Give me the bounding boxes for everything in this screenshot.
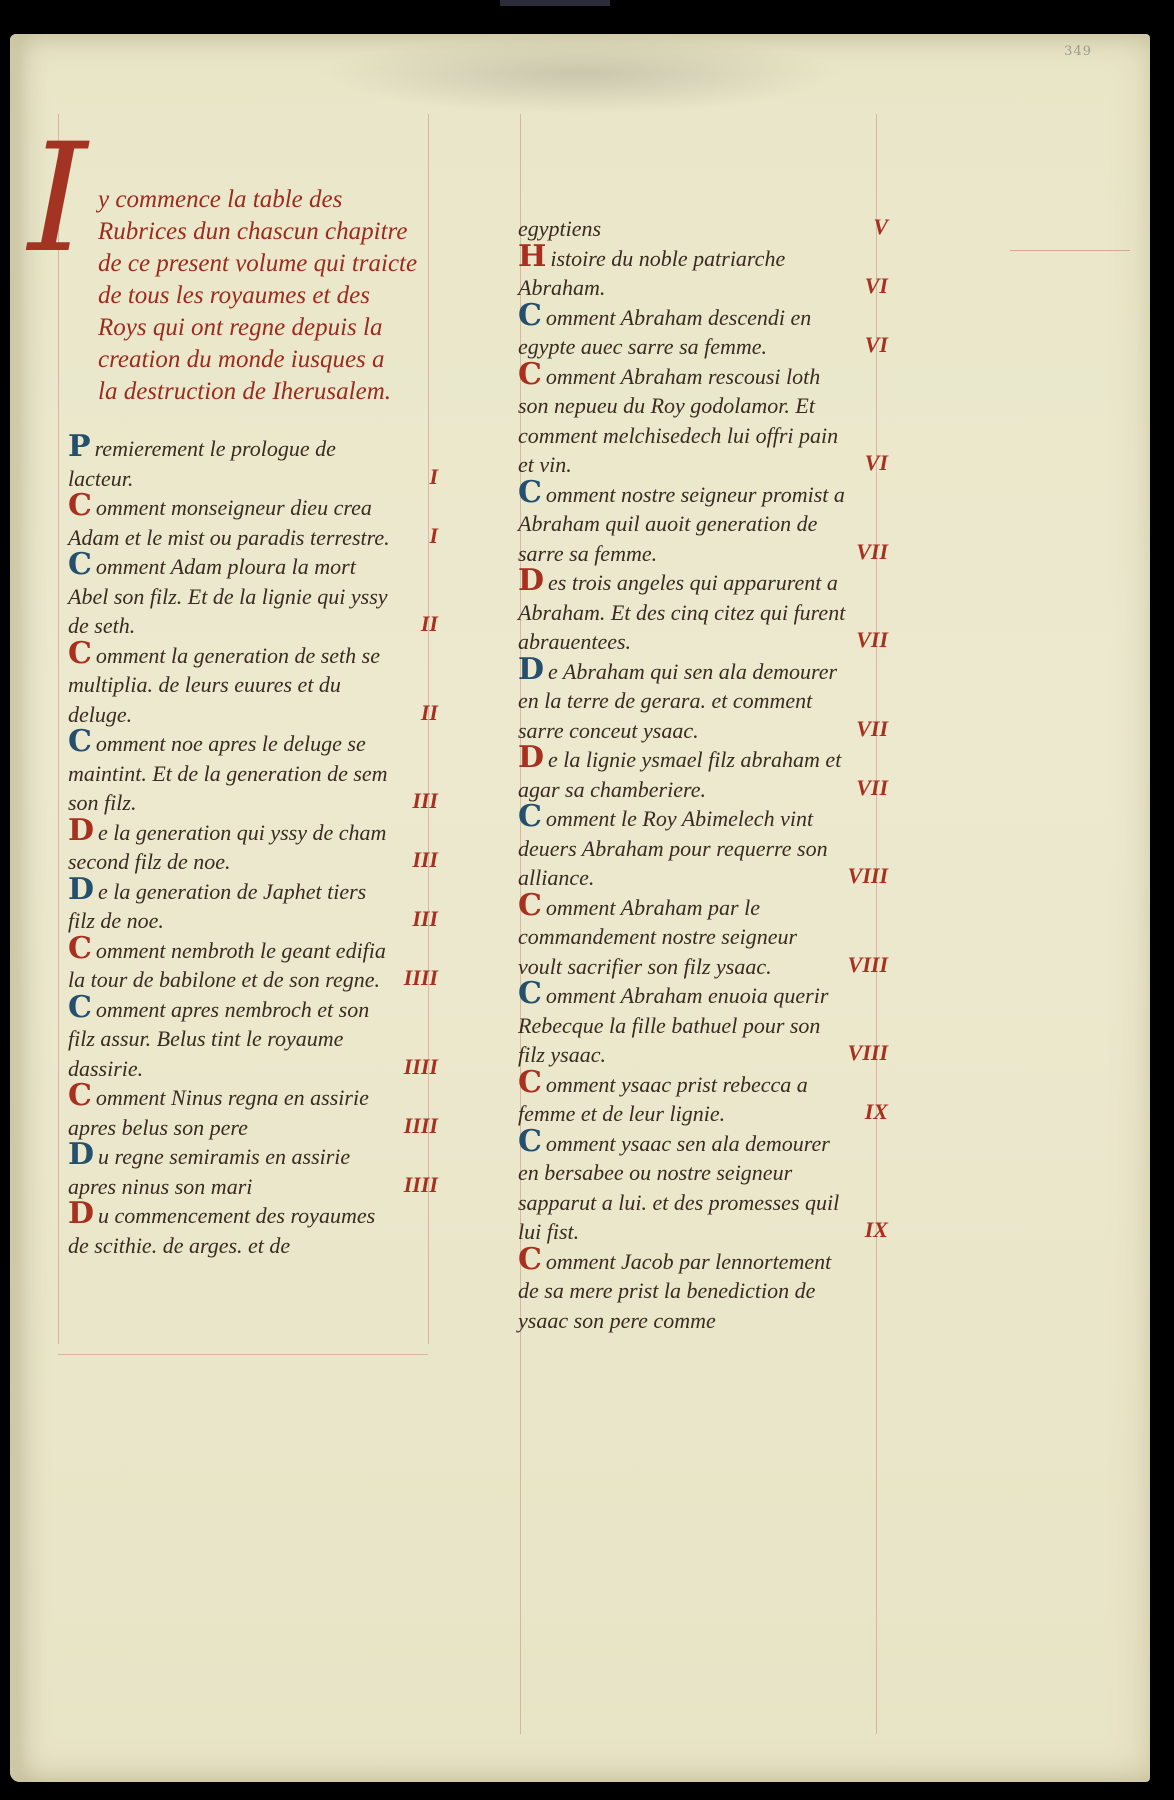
- rubric-initial: D: [68, 1196, 95, 1231]
- table-entry: [518, 214, 888, 244]
- rubric-initial: C: [518, 297, 542, 333]
- title-line: la destruction de Iherusalem.: [98, 378, 392, 405]
- table-entry: [68, 930, 438, 995]
- folio-numeral: IIII: [403, 1112, 438, 1138]
- folio-numeral: II: [420, 611, 438, 636]
- folio-numeral: I: [429, 463, 438, 489]
- entry-text: omment Adam ploura la mort Abel son filz. Et de la lignie qui yssy de seth.: [68, 554, 388, 638]
- rubric-initial: C: [518, 976, 542, 1011]
- folio-numeral: V: [873, 214, 888, 239]
- entry-text: omment Jacob par lennortement de sa mere prist la benediction de ysaac son pere comme: [518, 1248, 832, 1333]
- entry-text: omment le Roy Abimelech vint deuers Abraham pour requerre son alliance.: [518, 806, 828, 890]
- folio-numeral: VII: [856, 538, 888, 564]
- title-line: de tous les royaumes et des: [98, 282, 370, 309]
- rubric-initial: D: [518, 740, 545, 775]
- rubric-initial: C: [518, 1241, 542, 1277]
- table-entry: [518, 297, 888, 362]
- entry-text: e la lignie ysmael filz abraham et agar sa chamberiere.: [518, 747, 842, 802]
- entry-text: e la generation de Japhet tiers filz de noe.: [68, 878, 367, 933]
- rubric-initial: D: [68, 871, 95, 907]
- folio-numeral: VIII: [847, 1040, 888, 1065]
- table-entry: [518, 651, 888, 746]
- entry-text: omment Abraham descendi en egypte auec sarre sa femme.: [518, 304, 812, 359]
- table-entry: [518, 976, 888, 1070]
- decorated-initial: I: [28, 112, 88, 286]
- title-line: creation du monde iusques a: [98, 346, 385, 373]
- parchment-stain: [320, 34, 840, 114]
- rubric-initial: C: [68, 724, 92, 759]
- folio-numeral: III: [412, 847, 438, 872]
- rubric-initial: C: [68, 635, 92, 671]
- table-entry: [68, 429, 438, 493]
- table-entry: [518, 356, 888, 480]
- entry-text: omment Abraham rescousi loth son nepueu du Roy godolamor. Et comment melchisedech lui offri pain et vin.: [518, 363, 839, 477]
- folio-numeral: II: [420, 699, 438, 725]
- folio-numeral: IIII: [403, 1053, 438, 1079]
- entry-text: omment nostre seigneur promist a Abraham quil auoit generation de sarre sa femme.: [518, 481, 845, 566]
- entry-text: egyptiens: [518, 216, 602, 241]
- folio-numeral: I: [429, 522, 438, 548]
- folio-numeral: IX: [864, 1099, 888, 1124]
- rubric-initial: C: [518, 887, 542, 923]
- table-entry: [518, 1241, 888, 1336]
- folio-numeral: IIII: [403, 1171, 438, 1197]
- entry-text: omment Ninus regna en assirie apres belus son pere: [68, 1085, 369, 1140]
- table-entry: [68, 724, 438, 818]
- marginal-rule: [1010, 250, 1130, 251]
- table-entry: [68, 1078, 438, 1142]
- entry-text: omment la generation de seth se multiplia. de leurs euures et du deluge.: [68, 642, 380, 727]
- rubric-initial: D: [518, 563, 545, 598]
- gutter-edge: [10, 34, 24, 1782]
- entry-text: u commencement des royaumes de scithie. de arges. et de: [68, 1203, 376, 1258]
- right-column: [518, 214, 888, 1335]
- folio-numeral: VI: [864, 332, 888, 357]
- entry-text: remierement le prologue de lacteur.: [68, 436, 336, 491]
- folio-numeral: VIII: [847, 863, 888, 888]
- folio-numeral: III: [412, 906, 438, 931]
- table-entry: [68, 488, 438, 552]
- rubric-initial: C: [68, 488, 92, 523]
- entry-text: omment noe apres le deluge se maintint. Et de la generation de sem son filz.: [68, 731, 388, 815]
- table-entry: [518, 799, 888, 893]
- entry-text: omment monseigneur dieu crea Adam et le mist ou paradis terrestre.: [68, 495, 390, 550]
- rubric-initial: D: [68, 1137, 95, 1172]
- folio-numeral: IIII: [403, 965, 438, 990]
- rubric-initial: C: [68, 1078, 92, 1113]
- table-entry: [518, 1064, 888, 1129]
- entry-text: omment Abraham par le commandement nostre seigneur voult sacrifier son filz ysaac.: [518, 894, 798, 979]
- entry-text: e la generation qui yssy de cham second filz de noe.: [68, 819, 387, 874]
- rubric-initial: P: [68, 429, 91, 464]
- entry-text: u regne semiramis en assirie apres ninus son mari: [68, 1144, 351, 1199]
- table-entry: [518, 740, 888, 804]
- folio-numeral: VIII: [847, 951, 888, 977]
- rubric-initial: D: [518, 651, 545, 687]
- right-entries: [518, 214, 888, 1335]
- entry-text: istoire du noble patriarche Abraham.: [518, 245, 786, 300]
- table-entry: [518, 474, 888, 569]
- rubric-initial: H: [518, 238, 547, 274]
- folio-numeral: VII: [856, 774, 888, 800]
- title-line: y commence la table des: [98, 186, 343, 213]
- table-entry: [68, 1196, 438, 1260]
- rubric-title: [28, 112, 438, 408]
- top-bar-fragment: [500, 0, 610, 6]
- table-entry: [518, 563, 888, 657]
- entry-text: omment nembroth le geant edifia la tour de babilone et de son regne.: [68, 937, 386, 992]
- rubric-initial: C: [68, 930, 92, 966]
- title-line: de ce present volume qui traicte: [98, 250, 418, 277]
- rubric-initial: C: [518, 1064, 542, 1100]
- rubric-initial: C: [518, 1123, 542, 1159]
- table-entry: [518, 238, 888, 303]
- manuscript-folio: [10, 34, 1150, 1782]
- table-entry: [68, 871, 438, 936]
- entry-text: es trois angeles qui apparurent a Abraham. Et des cinq citez qui furent abrauentees.: [518, 570, 846, 654]
- folio-numeral: VI: [864, 273, 888, 298]
- entry-text: omment ysaac sen ala demourer en bersabee ou nostre seigneur sapparut a lui. et des promesses quil lui fist.: [518, 1130, 840, 1244]
- table-entry: [68, 989, 438, 1084]
- folio-number: 349: [1064, 44, 1092, 59]
- rubric-initial: D: [68, 812, 95, 848]
- ruling-line: [58, 1354, 428, 1355]
- entry-text: omment Abraham enuoia querir Rebecque la fille bathuel pour son filz ysaac.: [518, 983, 829, 1067]
- entry-text: e Abraham qui sen ala demourer en la terre de gerara. et comment sarre conceut ysaac.: [518, 658, 838, 743]
- left-column: [28, 112, 438, 1260]
- title-line: Rubrices dun chascun chapitre: [98, 218, 408, 245]
- table-entry: [68, 812, 438, 877]
- rubric-initial: C: [518, 474, 542, 510]
- ruling-line: [58, 114, 59, 1344]
- folio-numeral: VI: [864, 450, 888, 475]
- table-entry: [518, 887, 888, 982]
- table-entry: [68, 547, 438, 641]
- rubric-initial: C: [518, 799, 542, 834]
- rubric-initial: C: [518, 356, 542, 392]
- table-entry: [518, 1123, 888, 1247]
- table-entry: [68, 1137, 438, 1201]
- folio-numeral: III: [412, 788, 438, 813]
- table-entry: [68, 635, 438, 730]
- left-entries: [68, 429, 438, 1260]
- folio-numeral: IX: [864, 1217, 888, 1242]
- rubric-initial: C: [68, 547, 92, 582]
- folio-numeral: VII: [856, 627, 888, 652]
- rubric-initial: C: [68, 989, 92, 1025]
- entry-text: omment ysaac prist rebecca a femme et de leur lignie.: [518, 1071, 808, 1126]
- folio-numeral: VII: [856, 715, 888, 741]
- title-line: Roys qui ont regne depuis la: [98, 314, 383, 341]
- entry-text: omment apres nembroch et son filz assur. Belus tint le royaume dassirie.: [68, 996, 370, 1081]
